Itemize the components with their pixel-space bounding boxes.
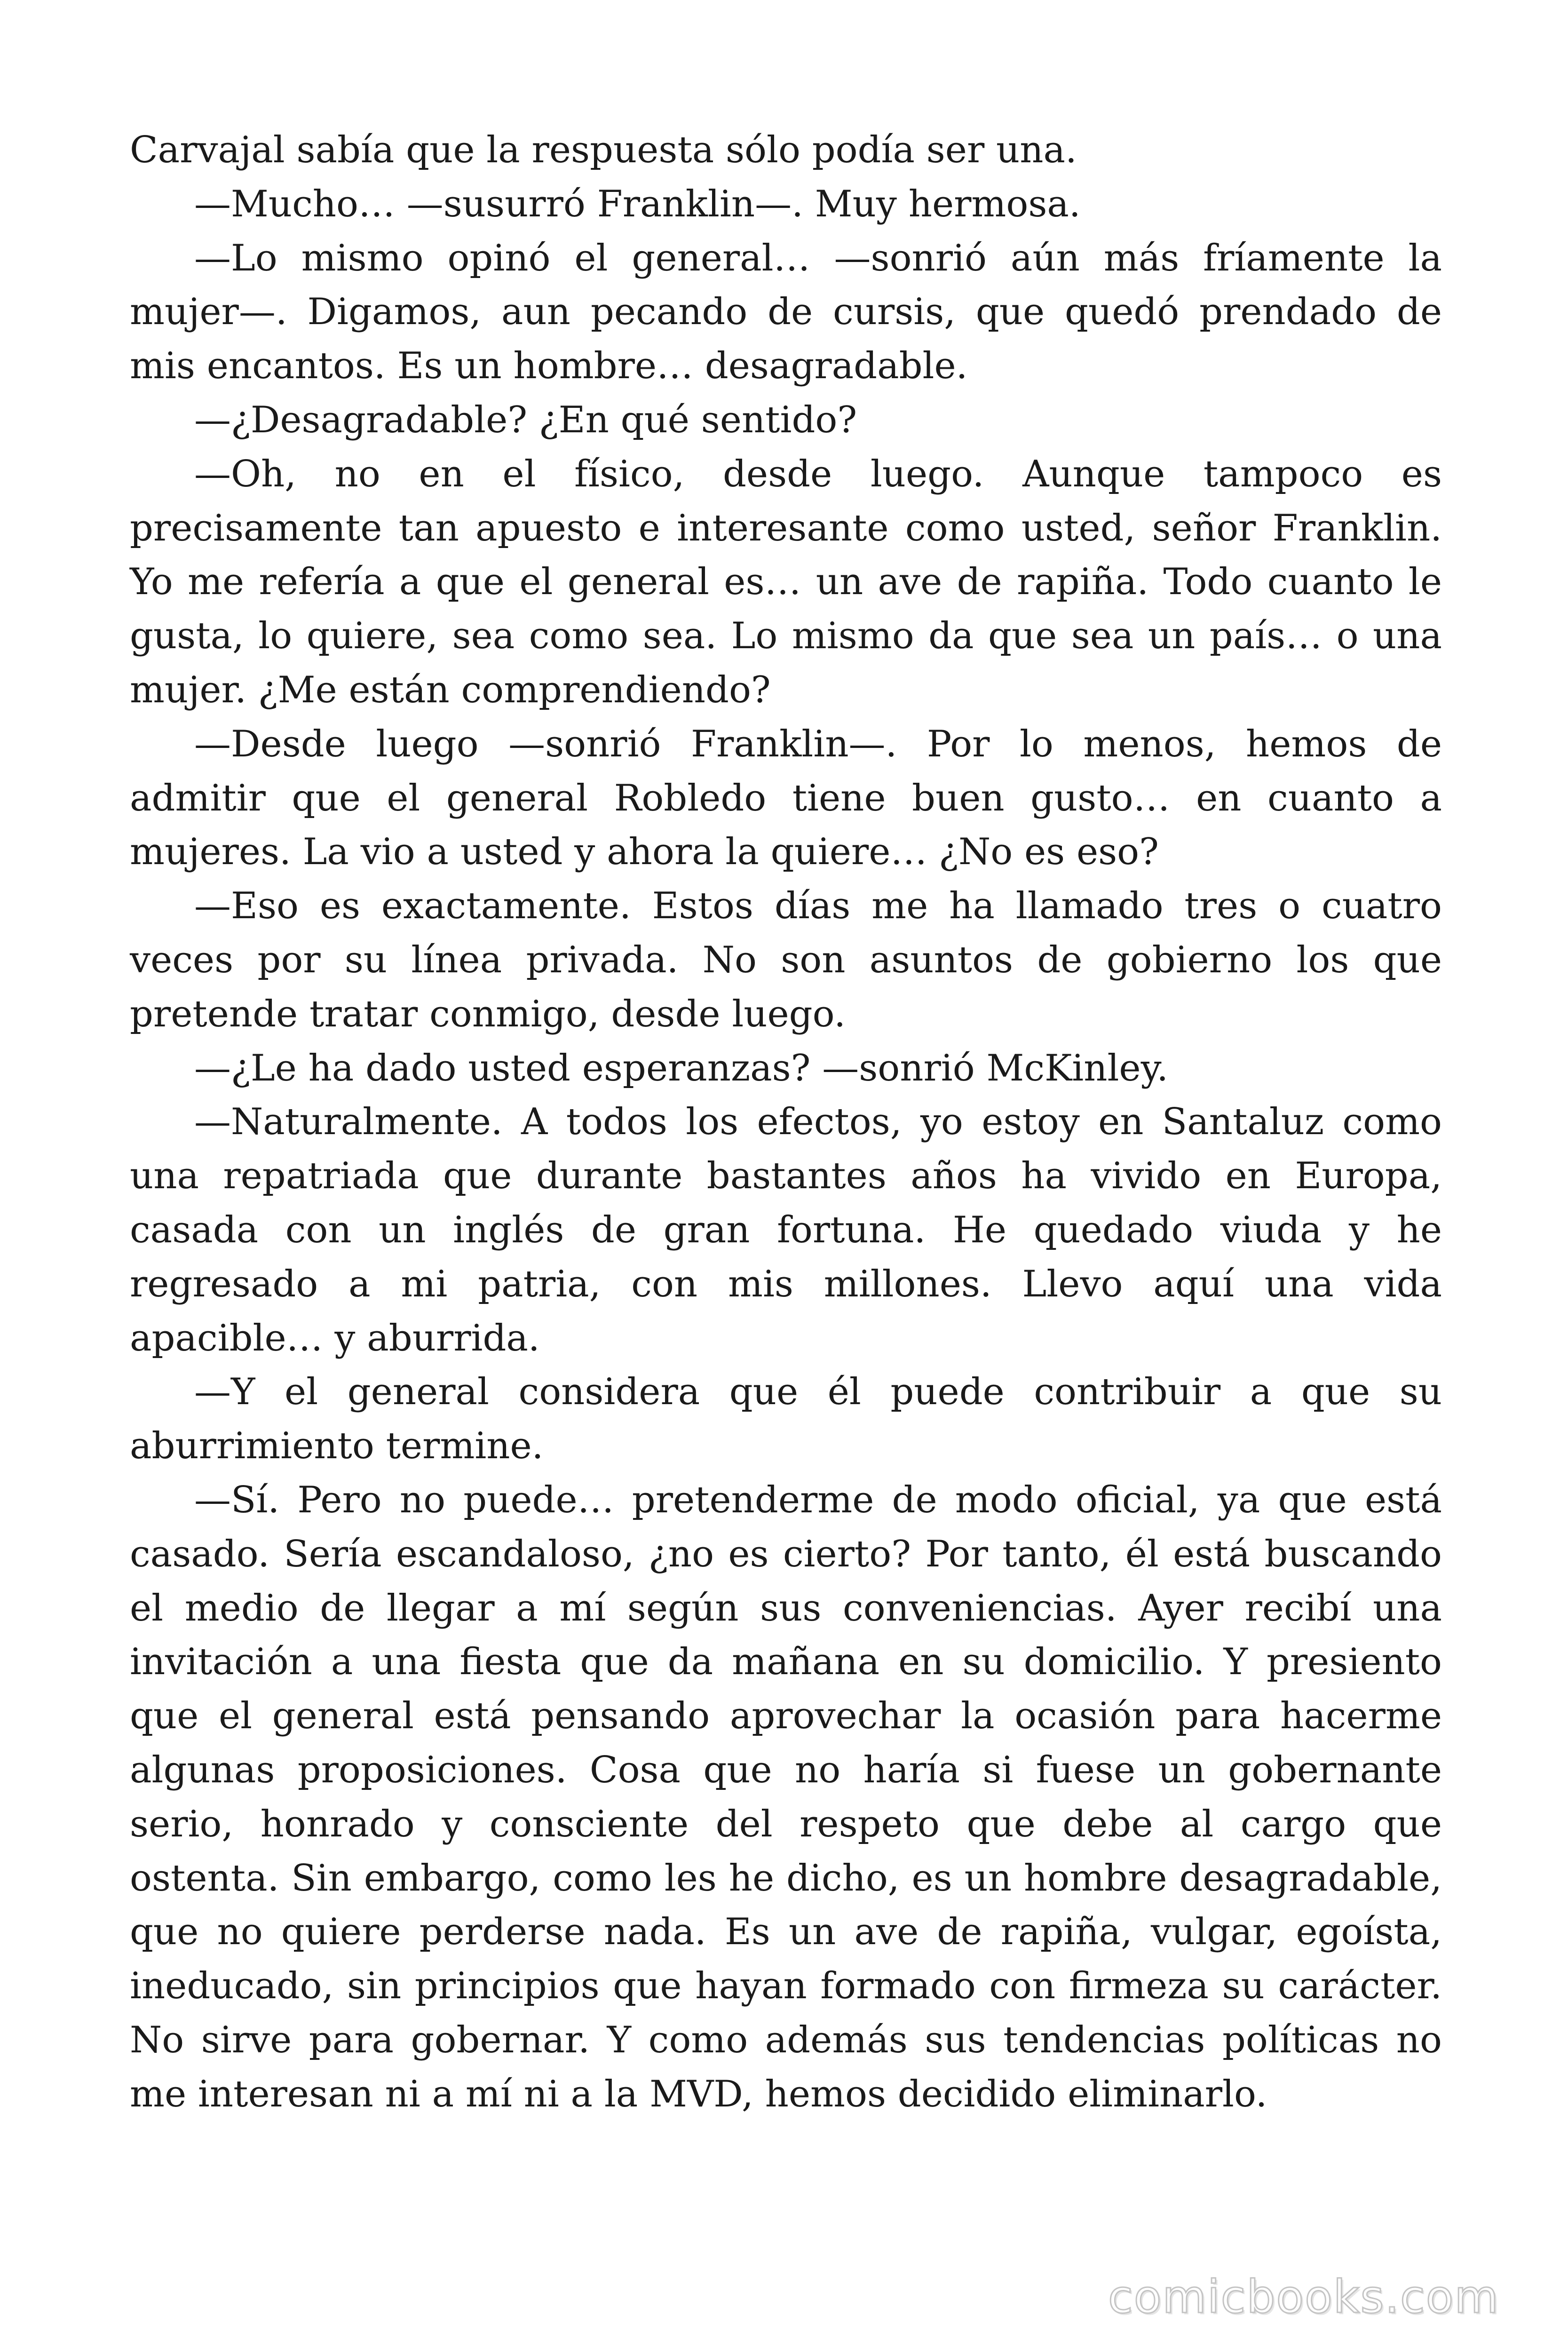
body-text <box>130 123 1442 2121</box>
paragraph: Carvajal sabía que la respuesta sólo podía ser una. <box>130 129 1077 171</box>
watermark: comicbooks.com <box>1108 2271 1499 2323</box>
paragraph: —¿Desagradable? ¿En qué sentido? <box>194 398 857 441</box>
paragraph: —Desde luego —sonrió Franklin—. Por lo menos, hemos de admitir que el general Robledo tiene buen gusto… en cuanto a mujeres. La vio a usted y ahora la quiere… ¿No es eso? <box>130 723 1442 874</box>
paragraph: —Y el general considera que él puede contribuir a que su aburrimiento termine. <box>130 1371 1442 1468</box>
paragraph: —Eso es exactamente. Estos días me ha llamado tres o cuatro veces por su línea privada. No son asuntos de gobierno los que pretende tratar conmigo, desde luego. <box>130 885 1442 1035</box>
paragraph: —Oh, no en el físico, desde luego. Aunque tampoco es precisamente tan apuesto e interesante como usted, señor Franklin. Yo me refería a que el general es… un ave de rapiña. Todo cuanto le gusta, lo quiere, sea como sea. Lo mismo da que sea un país… o una mujer. ¿Me están comprendiendo? <box>130 453 1442 711</box>
paragraph: —Sí. Pero no puede… pretenderme de modo oficial, ya que está casado. Sería escandaloso, ¿no es cierto? Por tanto, él está buscando el medio de llegar a mí según sus conveniencias. Ayer recibí una invitación a una fiesta que da mañana en su domicilio. Y presiento que el general está pensando aprovechar la ocasión para hacerme algunas proposiciones. Cosa que no haría si fuese un gobernante serio, honrado y consciente del respeto que debe al cargo que ostenta. Sin embargo, como les he dicho, es un hombre desagradable, que no quiere perderse nada. Es un ave de rapiña, vulgar, egoísta, ineducado, sin principios que hayan formado con firmeza su carácter. No sirve para gobernar. Y como además sus tendencias políticas no me interesan ni a mí ni a la MVD, hemos decidido eliminarlo. <box>130 1478 1442 2115</box>
paragraph: —Mucho… —susurró Franklin—. Muy hermosa. <box>194 183 1081 225</box>
paragraph: —¿Le ha dado usted esperanzas? —sonrió McKinley. <box>194 1047 1169 1089</box>
paragraph: —Lo mismo opinó el general… —sonrió aún más fríamente la mujer—. Digamos, aun pecando de cursis, que quedó prendado de mis encantos. Es un hombre… desagradable. <box>130 237 1442 388</box>
paragraph: —Naturalmente. A todos los efectos, yo estoy en Santaluz como una repatriada que durante bastantes años ha vivido en Europa, casada con un inglés de gran fortuna. He quedado viuda y he regresado a mi patria, con mis millones. Llevo aquí una vida apacible… y aburrida. <box>130 1101 1442 1359</box>
